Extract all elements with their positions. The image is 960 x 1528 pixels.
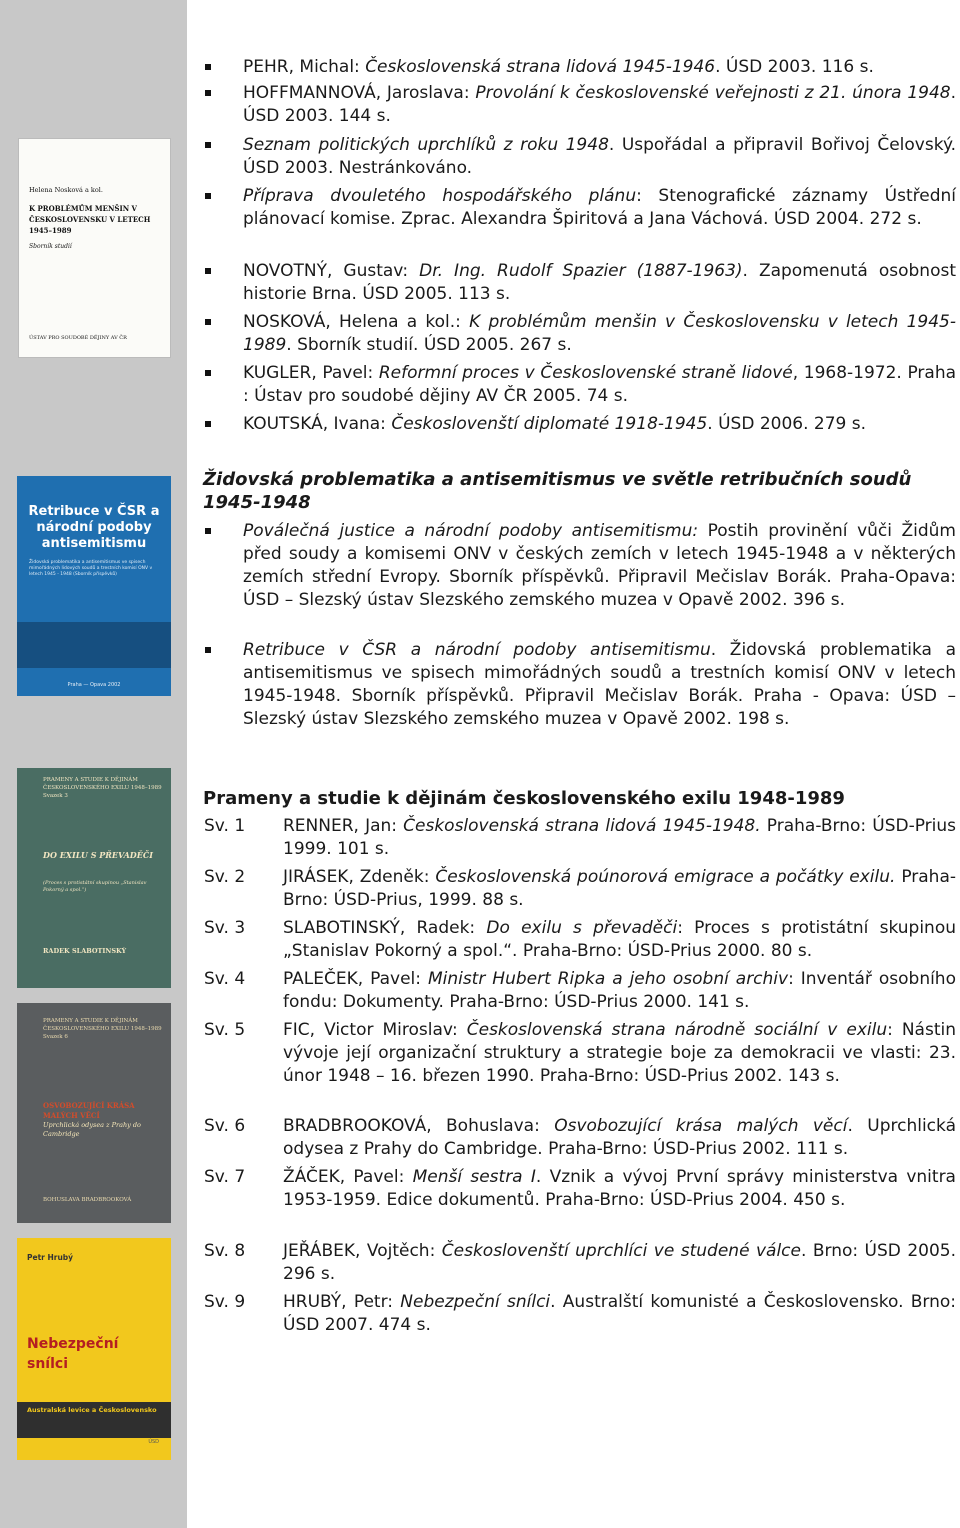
section-heading: Židovská problematika a antisemitismus ve světle retribučních soudů 1945-1948 bbox=[203, 469, 912, 513]
volume-entry: JEŘÁBEK, Vojtěch: Českoslovenští uprchlíci ve studené válce. Brno: ÚSD 2005. 296 s. bbox=[283, 1241, 956, 1284]
list-item: HOFFMANNOVÁ, Jaroslava: Provolání k československé veřejnosti z 21. února 1948. ÚSD 2003. 144 s. bbox=[243, 83, 956, 126]
volume-number: Sv. 4 bbox=[204, 969, 246, 989]
volume-number: Sv. 9 bbox=[204, 1292, 246, 1312]
volume-entry: ŽÁČEK, Pavel: Menší sestra I. Vznik a vývoj První správy ministerstva vnitra 1953-1959. Edice dokumentů. Praha-Brno: ÚSD-Prius 2004. 450 s. bbox=[283, 1167, 956, 1210]
list-item: Seznam politických uprchlíků z roku 1948. Uspořádal a připravil Bořivoj Čelovský. ÚSD 2003. Nestránkováno. bbox=[243, 135, 956, 178]
volume-number: Sv. 6 bbox=[204, 1116, 246, 1136]
cover-subtitle: (Proces s protistátní skupinou „Stanislav Pokorný a spol.“) bbox=[43, 880, 147, 893]
volume-entry: FIC, Victor Miroslav: Československá strana národně sociální v exilu: Nástin vývoje její organizační struktury a strategie boje za demokracii ve vlasti: 23. únor 1948 – 16. březen 1990. Praha-Brno: ÚSD-Prius 2002. 143 s. bbox=[283, 1020, 956, 1086]
list-item: Poválečná justice a národní podoby antisemitismu: Postih provinění vůči Židům před soudy a komisemi ONV v českých zemích v letech 1945-1948 a v některých zemích střední Evropy. Sborník příspěvků. Připravil Mečislav Borák. Praha-Opava: ÚSD – Slezský ústav Slezského zemského muzea v Opavě 2002. 396 s. bbox=[243, 521, 956, 610]
cover-title: K PROBLÉMŮM MENŠIN V ČESKOSLOVENSKU V LETECH 1945–1989 bbox=[29, 204, 151, 235]
cover-author: Helena Nosková a kol. bbox=[29, 186, 103, 194]
cover-publisher: ÚSTAV PRO SOUDOBÉ DĚJINY AV ČR bbox=[29, 335, 127, 341]
list-item: Retribuce v ČSR a národní podoby antisemitismu. Židovská problematika a antisemitismus ve spisech mimořádných soudů a trestních komisí ONV v letech 1945-1948. Sborník příspěvků. Připravil Mečislav Borák. Praha - Opava: ÚSD – Slezský ústav Slezského zemského muzea v Opavě 2002. 198 s. bbox=[243, 640, 956, 729]
cover-series: PRAMENY A STUDIE K DĚJINÁM ČESKOSLOVENSKÉHO EXILU 1948–1989 Svazek 6 bbox=[43, 1018, 162, 1040]
cover-subtitle: Sborník studií bbox=[29, 243, 72, 250]
volume-entry: JIRÁSEK, Zdeněk: Československá poúnorová emigrace a počátky exilu. Praha-Brno: ÚSD-Prius, 1999. 88 s. bbox=[283, 867, 957, 910]
volume-number: Sv. 1 bbox=[204, 816, 246, 836]
list-item: Příprava dvouletého hospodářského plánu: Stenografické záznamy Ústřední plánovací komise. Zprac. Alexandra Špiritová a Jana Váchová. ÚSD 2004. 272 s. bbox=[243, 186, 956, 229]
cover-subtitle: Australská levice a Československo bbox=[27, 1406, 157, 1414]
volume-number: Sv. 7 bbox=[204, 1167, 246, 1187]
list-item: NOSKOVÁ, Helena a kol.: K problémům menšin v Československu v letech 1945-1989. Sborník studií. ÚSD 2005. 267 s. bbox=[243, 312, 956, 355]
volume-entry: HRUBÝ, Petr: Nebezpeční snílci. Australští komunisté a Československo. Brno: ÚSD 2007. 474 s. bbox=[283, 1292, 956, 1335]
section-heading: Prameny a studie k dějinám československého exilu 1948-1989 bbox=[203, 788, 845, 809]
cover-title: OSVOBOZUJÍCÍ KRÁSA MALÝCH VĚCÍ bbox=[43, 1101, 135, 1120]
cover-description: Židovská problematika a antisemitismus ve spisech mimořádných lidových soudů a trestních komisí ONV v letech 1945 - 1948 (Sborník příspěvků) bbox=[29, 560, 153, 577]
book-cover-nebezpecni-snilci bbox=[17, 1238, 171, 1460]
publisher-logo: ÚSD bbox=[148, 1439, 159, 1445]
list-item: KOUTSKÁ, Ivana: Českoslovenští diplomaté 1918-1945. ÚSD 2006. 279 s. bbox=[243, 413, 956, 436]
cover-series: PRAMENY A STUDIE K DĚJINÁM ČESKOSLOVENSKÉHO EXILU 1948–1989 Svazek 3 bbox=[43, 777, 162, 799]
volume-number: Sv. 3 bbox=[204, 918, 246, 938]
volume-entry: PALEČEK, Pavel: Ministr Hubert Ripka a jeho osobní archiv: Inventář osobního fondu: Dokumenty. Praha-Brno: ÚSD-Prius 2000. 141 s. bbox=[283, 969, 956, 1012]
list-item: KUGLER, Pavel: Reformní proces v Československé straně lidové, 1968-1972. Praha : Ústav pro soudobé dějiny AV ČR 2005. 74 s. bbox=[243, 363, 957, 406]
cover-title: Retribuce v ČSR a národní podoby antisemitismu bbox=[28, 504, 160, 551]
cover-subtitle: Uprchlická odysea z Prahy do Cambridge bbox=[43, 1121, 141, 1138]
volume-entry: RENNER, Jan: Československá strana lidová 1945-1948. Praha-Brno: ÚSD-Prius 1999. 101 s. bbox=[283, 816, 957, 859]
book-cover-osvobozujici-krasa bbox=[17, 1003, 171, 1223]
cover-author: Petr Hrubý bbox=[27, 1253, 74, 1262]
cover-author: RADEK SLABOTINSKÝ bbox=[43, 947, 127, 955]
cover-title: Nebezpeční snílci bbox=[27, 1336, 119, 1372]
volume-entry: SLABOTINSKÝ, Radek: Do exilu s převaděči: Proces s protistátní skupinou „Stanislav Pokorný a spol.“. Praha-Brno: ÚSD-Prius 2000. 80 s. bbox=[283, 918, 956, 961]
book-cover-minority-problems bbox=[18, 138, 171, 358]
list-item: PEHR, Michal: Československá strana lidová 1945-1946. ÚSD 2003. 116 s. bbox=[243, 56, 956, 79]
book-cover-do-exilu bbox=[17, 768, 171, 988]
volume-number: Sv. 5 bbox=[204, 1020, 246, 1040]
cover-title: DO EXILU S PŘEVADĚČI bbox=[43, 850, 153, 860]
volume-number: Sv. 8 bbox=[204, 1241, 246, 1261]
cover-author: BOHUSLAVA BRADBROOKOVÁ bbox=[43, 1197, 132, 1203]
volume-number: Sv. 2 bbox=[204, 867, 246, 887]
list-item: NOVOTNÝ, Gustav: Dr. Ing. Rudolf Spazier (1887-1963). Zapomenutá osobnost historie Brna. ÚSD 2005. 113 s. bbox=[243, 261, 956, 304]
volume-entry: BRADBROOKOVÁ, Bohuslava: Osvobozující krása malých věcí. Uprchlická odysea z Prahy do Cambridge. Praha-Brno: ÚSD-Prius 2002. 111 s. bbox=[283, 1116, 956, 1159]
cover-dark-band bbox=[17, 622, 171, 668]
book-cover-retribuce bbox=[17, 476, 171, 696]
cover-footer: Praha — Opava 2002 bbox=[67, 682, 121, 688]
